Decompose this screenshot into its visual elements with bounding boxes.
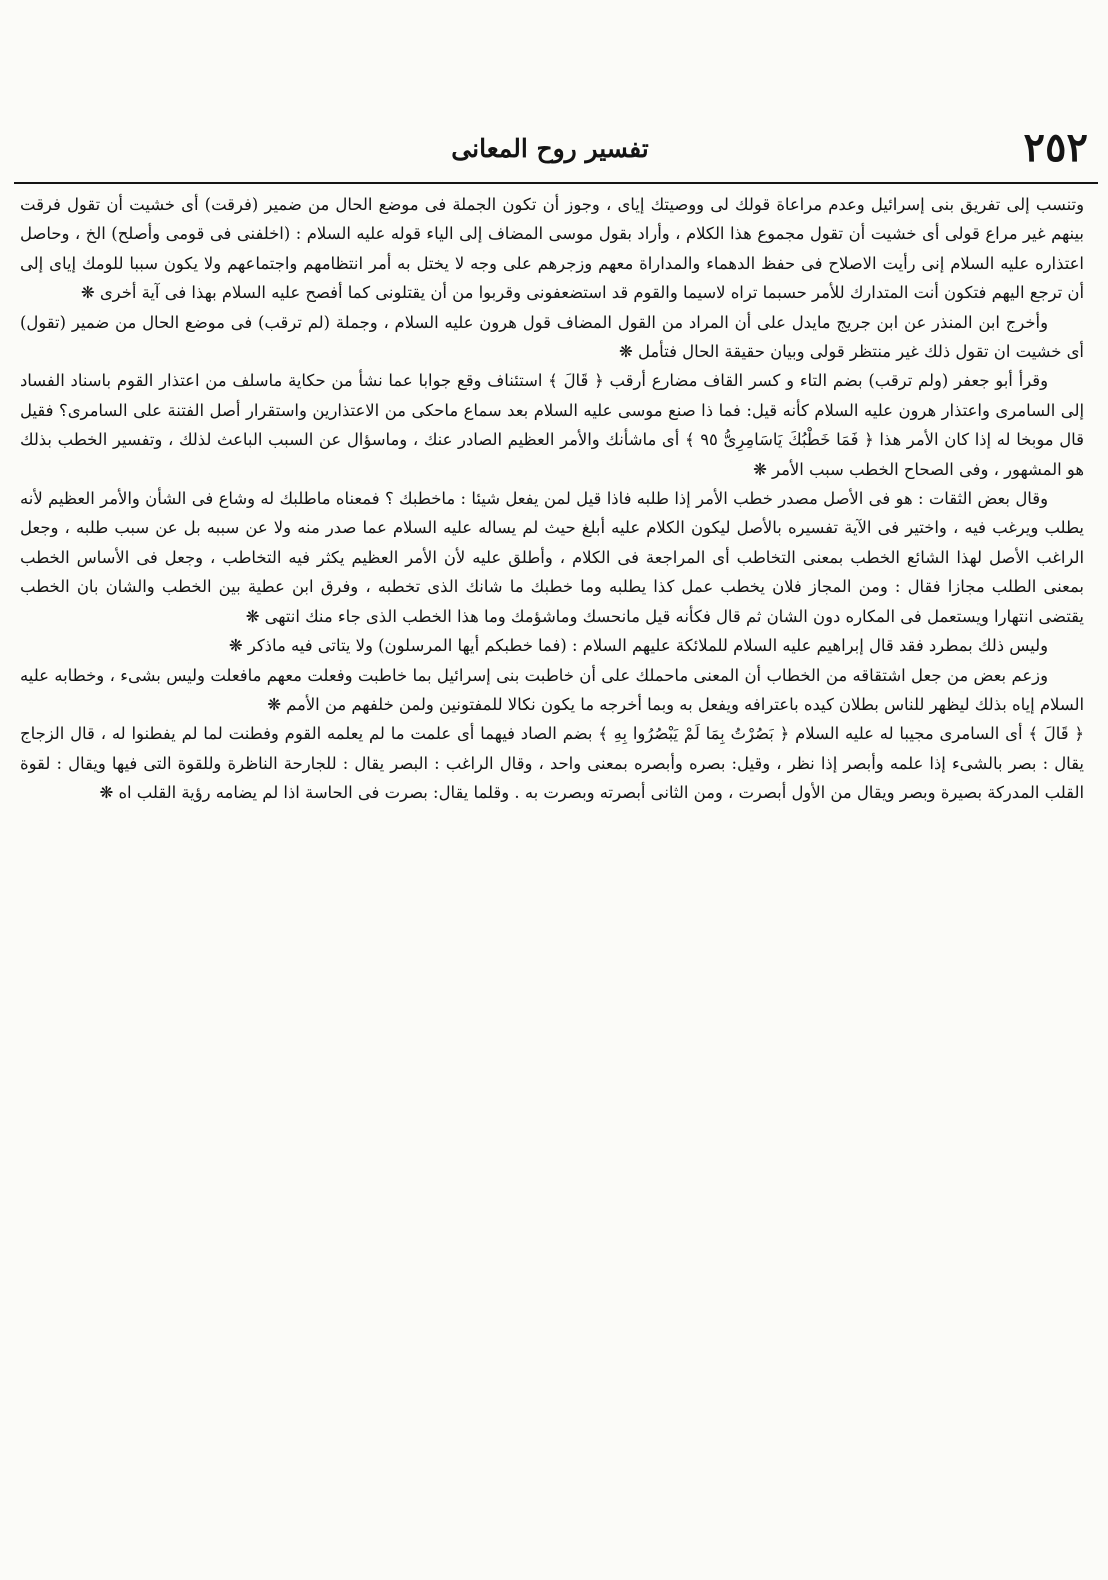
paragraph: وتنسب إلى تفريق بنى إسرائيل وعدم مراعاة قولك لى ووصيتك إياى ، وجوز أن تكون الجملة فى موضع الحال من ضمير (فرقت) أى خشيت أن تقول فرقت بينهم غير مراع قولى أى خشيت أن تقول مجموع هذا الكلام ، وأراد بقول موسى المضاف إلى الياء قوله عليه السلام : (اخلفنى فى قومى وأصلح) الخ ، وحاصل اعتذاره عليه السلام إنى رأيت الاصلاح فى حفظ الدهماء والمداراة معهم وزجرهم على وجه لا يختل به أمر انتظامهم واجتماعهم ولا يكون سببا للومك إياى إلى أن ترجع اليهم فتكون أنت المتدارك للأمر حسبما تراه لاسيما والقوم قد استضعفونى وقربوا من أن يقتلونى كما أفصح عليه السلام بهذا فى آية أخرى ❋	[20, 195, 1084, 303]
header-rule	[14, 182, 1098, 184]
page-number: ٢٥٢	[1023, 124, 1088, 171]
page-header	[0, 124, 1108, 186]
paragraph: وقال بعض الثقات : هو فى الأصل مصدر خطب الأمر إذا طلبه فاذا قيل لمن يفعل شيئا : ماخطبك ؟ فمعناه ماطلبك له وشاع فى الشأن والأمر العظيم لأنه يطلب ويرغب فيه ، واختير فى الآية تفسيره بالأصل ليكون الكلام عليه أبلغ حيث لم يساله عليه السلام عما صدر منه ولا عن سببه بل عن سبب طلبه ، وجعل الراغب الأصل لهذا الشائع الخطب بمعنى التخاطب أى المراجعة فى الكلام ، وأطلق عليه لأن الأمر العظيم يكثر فيه التخاطب ، وجعل فى الأساس الخطب بمعنى الطلب مجازا فقال : ومن المجاز فلان يخطب عمل كذا يطلبه وما خطبك ما شانك الذى تخطبه ، وفرق ابن عطية بين الخطب والشان بان الخطب يقتضى انتهارا ويستعمل فى المكاره دون الشان ثم قال فكأنه قيل مانحسك وماشؤمك وما هذا الخطب الذى جاء منك انتهى ❋	[20, 489, 1084, 626]
paragraph: وزعم بعض من جعل اشتقاقه من الخطاب أن المعنى ماحملك على أن خاطبت بنى إسرائيل بما خاطبت وفعلت معهم مافعلت وليس بشىء ، وخطابه عليه السلام إياه بذلك ليظهر للناس بطلان كيده باعترافه ويفعل به وبما أخرجه ما يكون نكالا للمفتونين ولمن خلفهم من الأمم ❋	[20, 665, 1084, 714]
running-title: تفسير روح المعانى	[451, 134, 649, 163]
paragraph: وليس ذلك بمطرد فقد قال إبراهيم عليه السلام للملائكة عليهم السلام : (فما خطبكم أيها المرسلون) ولا يتاتى فيه ماذكر ❋	[228, 636, 1048, 656]
paragraph: وأخرج ابن المنذر عن ابن جريج مايدل على أن المراد من القول المضاف قول هرون عليه السلام ، وجملة (لم ترقب) فى موضع الحال من ضمير (تقول) أى خشيت ان تقول ذلك غير منتظر قولى وبيان حقيقة الحال فتأمل ❋	[20, 312, 1084, 362]
paragraph: وقرأ أبو جعفر (ولم ترقب) بضم التاء و كسر القاف مضارع أرقب ﴿ قَالَ ﴾ استئناف وقع جوابا عما نشأ من حكاية ماسلف من اعتذار القوم باسناد الفساد إلى السامرى واعتذار هرون عليه السلام كأنه قيل: فما ذا صنع موسى عليه السلام بعد سماع ماحكى من الاعتذارين واستقرار أصل الفتنة على السامرى؟ فقيل قال موبخا له إذا كان الأمر هذا ﴿ فَمَا خَطْبُكَ يَاسَامِرِىُّ ٩٥ ﴾ أى ماشأنك والأمر العظيم الصادر عنك ، وماسؤال عن السبب الباعث لذلك ، وتفسير الخطب بذلك هو المشهور ، وفى الصحاح الخطب سبب الأمر ❋	[20, 371, 1084, 479]
body-text	[20, 190, 1084, 808]
paragraph: ﴿ قَالَ ﴾ أى السامرى مجيبا له عليه السلام ﴿ بَصُرْتُ بِمَا لَمْ يَبْصُرُوا بِهِ ﴾ بضم الصاد فيهما أى علمت ما لم يعلمه القوم وفطنت لما لم يفطنوا له ، قال الزجاج يقال : بصر بالشىء إذا علمه وأبصر إذا نظر ، وقيل: بصره وأبصره بمعنى واحد ، وقال الراغب : البصر يقال : للجارحة الناظرة وللقوة التى فيها ويقال : لقوة القلب المدركة بصيرة وبصر ويقال من الأول أبصرت ، ومن الثانى أبصرته وبصرت به . وقلما يقال: بصرت فى الحاسة اذا لم يضامه رؤية القلب اه ❋	[20, 724, 1084, 803]
